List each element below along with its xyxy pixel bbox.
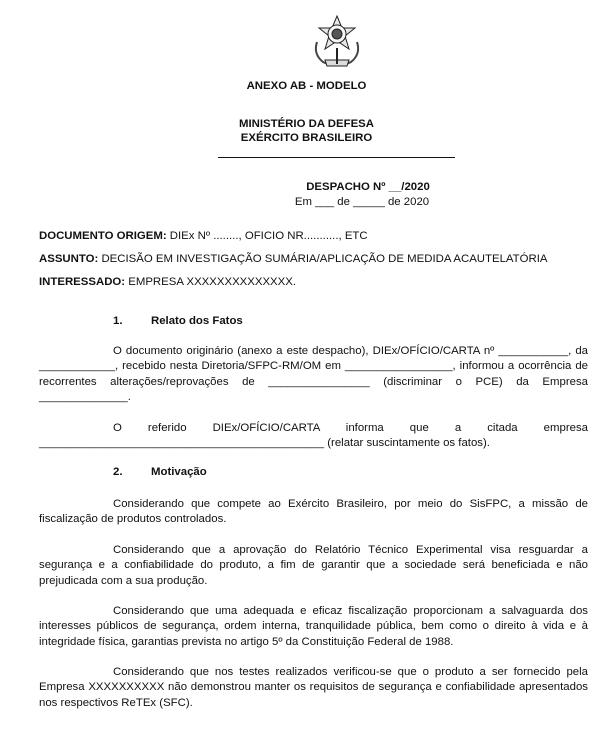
origin-value: DIEx Nº ........, OFICIO NR..........., ETC (166, 230, 368, 242)
paragraph-line: Considerando que uma adequada e eficaz fiscalização proporcionam a salvaguarda dos (113, 605, 588, 617)
paragraph-line: Considerando que nos testes realizados verificou-se que o produto a ser fornecido pela (113, 666, 588, 678)
interested-label: INTERESSADO: (39, 276, 126, 288)
subject-value: DECISÃO EM INVESTIGAÇÃO SUMÁRIA/APLICAÇÃO DE MEDIDA ACAUTELATÓRIA (98, 253, 548, 265)
section2-paragraph-1 (39, 497, 588, 528)
paragraph-line: O documento originário (anexo a este despacho), DIEx/OFÍCIO/CARTA nº ___________, da (113, 345, 588, 357)
subject-label: ASSUNTO: (39, 253, 99, 265)
subject-field (39, 253, 547, 265)
interested-field (39, 276, 296, 288)
paragraph-line: _____________________________________________ (relatar suscintamente os fatos). (39, 437, 490, 450)
ministry-title: MINISTÉRIO DA DEFESA (238, 118, 374, 130)
paragraph-line: interesses públicos de segurança, ordem interna, tranquilidade pública, bem como o direito à vida e à (39, 620, 588, 633)
paragraph-line: integridade física, garantias prevista no artigo 5º da Constituição Federal de 1988. (39, 635, 454, 648)
paragraph-line: prejudicada com a sua produção. (39, 574, 208, 587)
paragraph-line: segurança e a confiabilidade do produto, a fim de garantir que a sociedade será beneficiada e não (39, 559, 588, 572)
section1-paragraph-2 (39, 421, 588, 452)
paragraph-line: ____________, recebido nesta Diretoria/SFPC-RM/OM em _________________, informou a ocorrência de (39, 360, 588, 373)
section1-paragraph-1 (39, 344, 588, 406)
paragraph-line: fiscalização de produtos controlados. (39, 513, 227, 526)
despacho-date: Em ___ de _____ de 2020 (294, 196, 430, 208)
paragraph-line: Considerando que a aprovação do Relatório Técnico Experimental visa resguardar a (113, 544, 588, 556)
paragraph-line: O referido DIEx/OFÍCIO/CARTA informa que a citada empresa (113, 422, 588, 434)
army-title: EXÉRCITO BRASILEIRO (240, 132, 373, 144)
origin-field (39, 230, 368, 242)
paragraph-line: recorrentes alterações/reprovações de ________________ (discriminar o PCE) da Empresa (39, 375, 588, 388)
coat-of-arms-icon (311, 14, 363, 70)
section1-title: Relato dos Fatos (151, 315, 243, 327)
section2-paragraph-2 (39, 543, 588, 589)
section2-title: Motivação (151, 466, 207, 478)
paragraph-line: nos respectivos ReTEx (SFC). (39, 696, 193, 709)
section2-paragraph-3 (39, 604, 588, 650)
section2-paragraph-4 (39, 665, 588, 711)
section1-number: 1. (113, 315, 123, 327)
origin-label: DOCUMENTO ORIGEM: (39, 230, 167, 242)
interested-value: EMPRESA XXXXXXXXXXXXXX. (125, 276, 297, 288)
annex-title: ANEXO AB - MODELO (246, 80, 367, 92)
section2-number: 2. (113, 466, 123, 478)
paragraph-line: Empresa XXXXXXXXXX não demonstrou manter os requisitos de segurança e confiabilidade apresentados (39, 681, 588, 694)
paragraph-line: Considerando que compete ao Exército Brasileiro, por meio do SisFPC, a missão de (113, 498, 588, 510)
header-divider (218, 157, 455, 158)
despacho-number: DESPACHO Nº __/2020 (306, 181, 430, 193)
paragraph-line: ______________. (39, 391, 131, 404)
